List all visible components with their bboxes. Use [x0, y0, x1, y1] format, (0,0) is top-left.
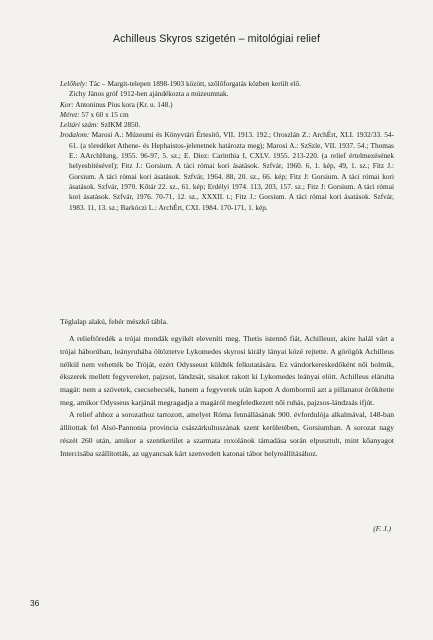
description-first-line: Téglalap alakú, fehér mészkő tábla.	[60, 317, 168, 326]
period-text: Antoninus Pius kora (Kr. u. 148.)	[75, 99, 173, 109]
period-line	[60, 100, 394, 110]
page-number: 36	[30, 598, 40, 608]
size-line	[60, 110, 394, 120]
literature-label: Irodalom:	[60, 130, 90, 140]
findspot-text: Tác – Margit-telepen 1898-1903 között, szőlőforgatás közben került elő.	[89, 79, 301, 88]
findspot-line	[60, 79, 394, 89]
inventory-line	[60, 120, 394, 130]
period-label: Kor:	[60, 99, 74, 109]
size-label: Méret:	[60, 109, 80, 119]
findspot-label: Lelőhely:	[60, 79, 88, 88]
inventory-text: SzIKM 2850.	[100, 120, 141, 130]
catalog-metadata	[60, 79, 394, 213]
inventory-label: Leltári szám:	[60, 120, 99, 130]
page-title: Achilleus Skyros szigetén – mitológiai relief	[112, 33, 321, 45]
size-text: 57 x 60 x 15 cm	[81, 109, 129, 119]
description-body	[60, 316, 394, 460]
literature-text: Marosi A.: Múzeumi és Könyvtári Értesítő, VII. 1913. 192.; Oroszlán Z.: ArchÉrt, XLI. 1932/33. 54-61. (a töredéket Athene- és Hephaistos-jelenetnek határozta meg); Marosi A.: SzSzle, VII. 1937. 54.; Thomas E.: AArchHung, 1955. 96-97, 5. sz.; E. Diez: Carinthia I, CXLV. 1955. 213-220. (a relief értelmezésének helyesbítésével); Fitz J.: Gorsium. A táci római kori ásatások. Szfvár, 1960. 6, 1. kép, 49, 1. sz.; Fitz J.: Gorsium. A táci római kori ásatások. Szfvár, 1964. 88, 20. sz., 66. kép; Fitz J: Gorsium. A táci római kori ásatások. Szfvár, 1970. Kőtár 22. sz., 61. kép; Erdélyi 1974. 113, 203, 157. sz.; Fitz J: Gorsium. A táci római kori ásatások. Szfvár, 1976. 70-71, 12. sz., XXXII. t.; Fitz J.: Gorsium. A táci római kori ásatások. Szfvár, 1983. 11, 13. sz.; Barkóczi L.: ArchÉrt, CXI. 1984. 170-171, 1. kép.	[69, 130, 394, 212]
description-paragraph-1: A relieftöredék a trójai mondák egyikét eleveníti meg. Thetis istennő fiát, Achilleust, akire halál várt a trójai háborúban, leányruhába öltöztetve Lykomedes skyrosi király lányai közé rejtette. A görögök Achilleus nélkül nem vehették be Tróját, ezért Odysseust küldték felkutatására. Ez vándorkereskedőként női holmik, ékszerek mellett fegyvereket, pajzsot, lándzsát, sisakot rakott ki Lykomedes leányai elött. Achilleus elárulta magát: nem a szövetek, csecsebecsék, hanem a fegyverek után kapott A dombormű azt a pillanatot örökítette meg, amikor Odysseus karjánál megragadja a magáról megfeledkezett női ruhás, pajzsos-lándzsás ifjút.	[60, 334, 394, 407]
literature-line	[60, 130, 394, 212]
author-signature: (F. J.)	[373, 524, 391, 533]
description-paragraph-2: A relief ahhoz a sorozathoz tartozott, amelyet Róma fennállásának 900. évfordulója alkalmával, 148-ban állítottak fel Alsó-Pannonia provincia császárkultuszának szent kerületében, Gorsiumban. A sorozat nagy részét 260 után, amikor a szentkerület a szarmata roxolánok támadása során elpusztult, mint kőanyagot Intercisába szállították, az ugyancsak kárt szenvedett katonai tábor helyreállításához.	[60, 410, 394, 458]
findspot-continuation: Zichy János gróf 1912-ben ajándékozta a múzeumnak.	[69, 89, 229, 99]
